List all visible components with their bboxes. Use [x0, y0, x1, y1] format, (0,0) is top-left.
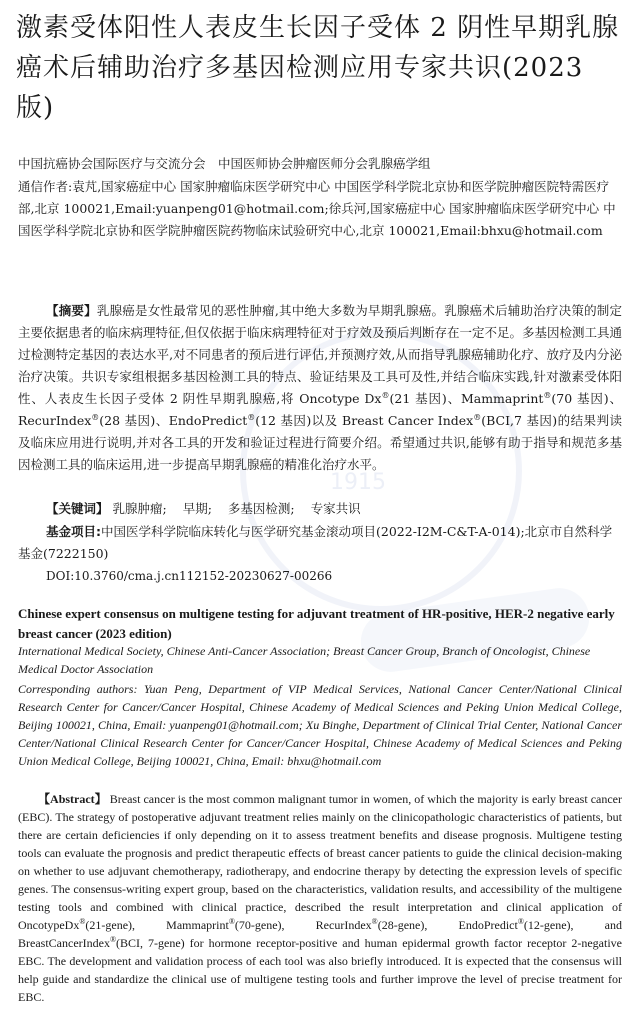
abstract-cn: 【摘要】乳腺癌是女性最常见的恶性肿瘤,其中绝大多数为早期乳腺癌。乳腺癌术后辅助治疗决策的制定主要依据患者的临床病理特征,但仅依据于临床病理特征对于疗效及预后判断存在一定不足。多基因检测工具通过检测特定基因的表达水平,对不同患者的预后进行评估,并预测疗效,从而指导乳腺癌辅助化疗、放疗及内分泌治疗决策。共识专家组根据多基因检测工具的特点、验证结果及工具可及性,并结合临床实践,针对激素受体阳性、人表皮生长因子受体 2 阴性早期乳腺癌,将 Oncotype Dx®(21 基因)、Mammaprint®(70 基因)、RecurIndex®(28 基因)、EndoPredict®(12 基因)以及 Breast Cancer Index®(BCI,7 基因)的结果判读及临床应用进行说明,并对各工具的开发和验证过程进行简要介绍。希望通过共识,能够有助于指导和规范多基因检测工具的临床运用,进一步提高早期乳腺癌的精准化治疗水平。 — [18, 303, 623, 472]
article-title-cn: 激素受体阳性人表皮生长因子受体 2 阴性早期乳腺癌术后辅助治疗多基因检测应用专家共识(2023 版) — [16, 13, 620, 123]
article-title-en: Chinese expert consensus on multigene testing for adjuvant treatment of HR-positive, HER-2 negative early breast cancer (2023 edition) — [18, 606, 615, 641]
corresponding-authors-en: Corresponding authors: Yuan Peng, Department of VIP Medical Services, National Cancer Center/National Clinical Research Center for Cancer/Cancer Hospital, Chinese Academy of Medical Sciences and Peking Union Medical College, Beijing 100021, China, Email: yuanpeng01@hotmail.com; Xu Binghe, Department of Clinical Trial Center, National Cancer Center/National Clinical Research Center for Cancer/Cancer Hospital, Chinese Academy of Medical Sciences and Peking Union Medical College, Beijing 100021, China, Email: bhxu@hotmail.com — [18, 682, 622, 768]
abstract-en: 【Abstract】 Breast cancer is the most common malignant tumor in women, of which the majority is early breast cancer (EBC). The strategy of postoperative adjuvant treatment relies mainly on the clinicopathologic characteristics of patients, but there are certain deficiencies if only depending on it to assess treatment benefits and disease prognosis. Multigene testing tools can evaluate the prognosis and predict therapeutic effects of breast cancer patients to guide the clinical decision-making on whether to use adjuvant chemotherapy, radiotherapy, and endocrine therapy by detecting the expression levels of specific genes. The consensus-writing expert group, based on the characteristics, validation results, and accessibility of the multigene testing tools and combined with clinical practice, described the result interpretation and clinical application of OncotypeDx®(21-gene), Mammaprint®(70-gene), RecurIndex®(28-gene), EndoPredict®(12-gene), and BreastCancerIndex®(BCI, 7-gene) for hormone receptor-positive and human epidermal growth factor receptor 2-negative EBC. The development and validation process of each tool was also briefly introduced. It is expected that the consensus will help guide and standardize the clinical use of multigene testing tools and further improve the level of precise treatment for EBC. — [18, 792, 623, 1004]
keyword: 专家共识 — [310, 501, 361, 516]
funding-cn-label: 基金项目: — [46, 524, 101, 539]
keyword: 多基因检测; — [227, 501, 295, 516]
abstract-en-label: 【Abstract】 — [38, 792, 107, 806]
abstract-cn-label: 【摘要】 — [46, 303, 97, 318]
keywords-cn — [18, 498, 622, 520]
keyword: 早期; — [182, 501, 212, 516]
keyword: 乳腺肿瘤; — [112, 501, 167, 516]
corresponding-authors-cn: 通信作者:袁芃,国家癌症中心 国家肿瘤临床医学研究中心 中国医学科学院北京协和医学院肿瘤医院特需医疗部,北京 100021,Email:yuanpeng01@hotmail.com;徐兵河,国家癌症中心 国家肿瘤临床医学研究中心 中国医学科学院北京协和医学院肿瘤医院药物临床试验研究中心,北京 100021,Email:bhxu@hotmail.com — [18, 179, 616, 238]
doi[interactable]: DOI:10.3760/cma.j.cn112152-20230627-00266 — [46, 569, 333, 583]
authors-en: International Medical Society, Chinese Anti-Cancer Association; Breast Cancer Group, Branch of Oncologist, Chinese Medical Doctor Association — [18, 644, 591, 676]
keywords-cn-label: 【关键词】 — [46, 501, 109, 516]
organizations-cn: 中国抗癌协会国际医疗与交流分会 中国医师协会肿瘤医师分会乳腺癌学组 — [18, 156, 431, 171]
watermark-year: 1915 — [330, 470, 386, 495]
funding-cn: 基金项目:中国医学科学院临床转化与医学研究基金滚动项目(2022-I2M-C&T-A-014);北京市自然科学基金(7222150) — [18, 524, 613, 561]
